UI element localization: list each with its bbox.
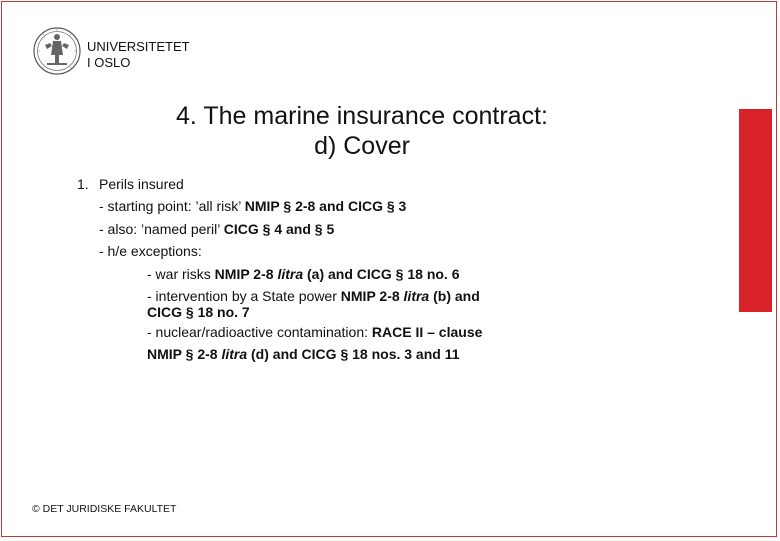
intervention-ref-b: (b) and <box>429 288 480 305</box>
intervention-litra: litra <box>403 288 430 305</box>
intervention-line <box>77 288 482 304</box>
war-ref-a: NMIP 2-8 <box>214 265 278 282</box>
also-line <box>77 218 482 240</box>
intervention-ref-a: NMIP 2-8 <box>340 288 404 305</box>
intervention-line-2 <box>77 304 482 320</box>
nuclear-text: - nuclear/radioactive contamination: <box>147 324 372 341</box>
accent-bar <box>739 109 772 312</box>
footer-copyright: © DET JURIDISKE FAKULTET <box>32 503 177 515</box>
intervention-ref-c: CICG § 18 no. 7 <box>147 304 250 321</box>
also-text: - also: ’named peril’ <box>99 220 224 237</box>
title-line-2: d) Cover <box>314 132 410 160</box>
slide-title <box>112 101 612 161</box>
university-name <box>87 39 190 71</box>
slide <box>1 1 777 537</box>
title-line-1: 4. The marine insurance contract: <box>176 102 548 130</box>
starting-point-text: - starting point: ’all risk’ <box>99 198 245 215</box>
university-line-2: I OSLO <box>87 55 131 70</box>
nuclear-litra: litra <box>221 346 248 363</box>
also-ref: CICG § 4 and § 5 <box>223 220 335 237</box>
starting-point-line <box>77 195 482 217</box>
list-item-perils <box>77 173 482 195</box>
war-text: - war risks <box>147 265 215 282</box>
list-label: Perils insured <box>99 176 184 192</box>
exceptions-text: - h/e exceptions: <box>99 243 202 260</box>
university-seal-icon <box>32 23 82 79</box>
war-litra: litra <box>277 265 304 282</box>
nuclear-clause: RACE II – clause <box>371 324 483 341</box>
starting-point-ref: NMIP § 2-8 and CICG § 3 <box>244 198 407 215</box>
list-number: 1. <box>77 176 89 192</box>
war-risks-line <box>77 263 482 285</box>
nuclear-line-2 <box>77 343 482 365</box>
war-ref-b: (a) and CICG § 18 no. 6 <box>303 265 460 282</box>
nuclear-ref-b: (d) and CICG § 18 nos. 3 and 11 <box>247 346 460 363</box>
exceptions-line <box>77 240 482 262</box>
nuclear-line <box>77 321 482 343</box>
intervention-text: - intervention by a State power <box>147 288 341 305</box>
nuclear-ref-a: NMIP § 2-8 <box>147 346 222 363</box>
slide-body <box>77 173 482 366</box>
university-line-1: UNIVERSITETET <box>87 39 190 54</box>
